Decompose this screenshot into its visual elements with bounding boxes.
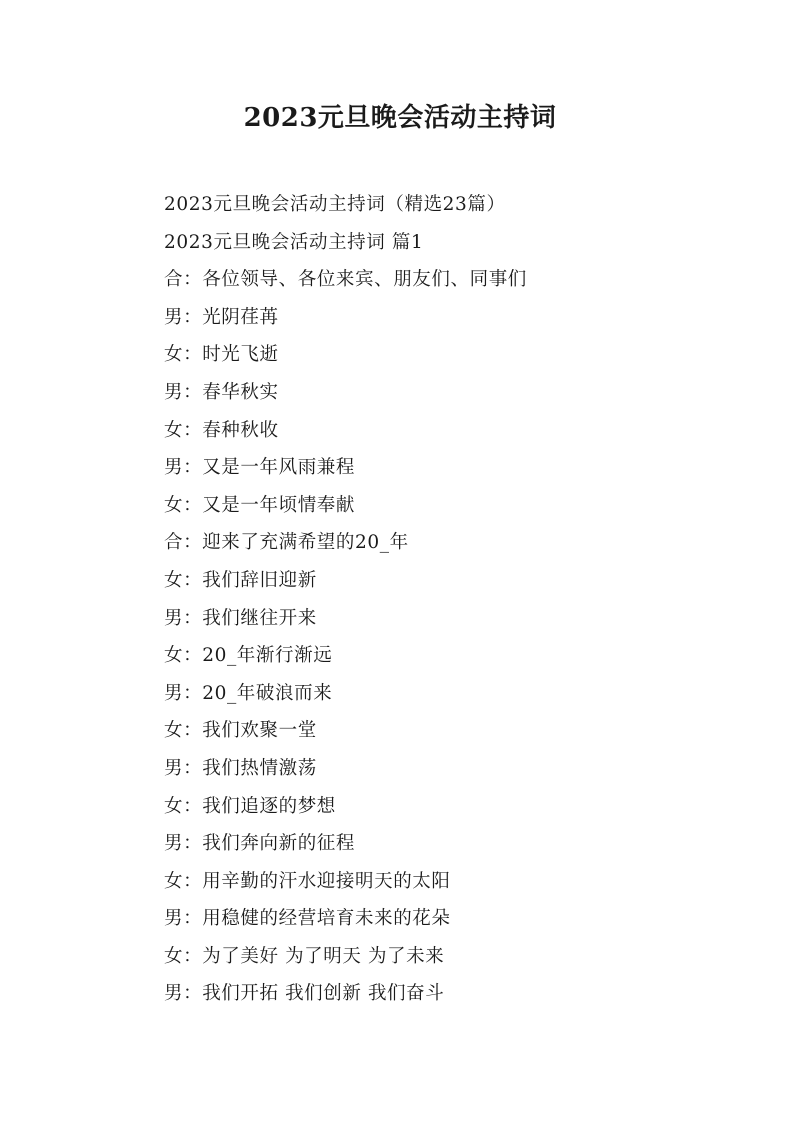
script-line: 男：春华秋实 (164, 381, 279, 403)
script-line: 女：我们辞旧迎新 (164, 569, 317, 591)
script-line: 女：我们追逐的梦想 (164, 795, 336, 817)
script-lines (164, 186, 684, 1013)
script-line: 男：用稳健的经营培育未来的花朵 (164, 908, 451, 930)
document-title: 2023元旦晚会活动主持词 (243, 103, 557, 133)
script-line: 女：我们欢聚一堂 (164, 720, 317, 742)
script-line: 合：各位领导、各位来宾、朋友们、同事们 (164, 269, 527, 291)
script-line: 女：又是一年顷情奉献 (164, 494, 356, 516)
script-line: 男：我们奔向新的征程 (164, 833, 356, 855)
script-line: 女：时光飞逝 (164, 344, 279, 366)
script-line: 男：我们开拓 我们创新 我们奋斗 (164, 983, 445, 1005)
script-line: 合：迎来了充满希望的20_年 (164, 532, 409, 554)
subtitle-line: 2023元旦晚会活动主持词（精选23篇） (164, 194, 506, 215)
script-line: 男：又是一年风雨兼程 (164, 457, 356, 479)
script-line: 男：光阴荏苒 (164, 306, 279, 328)
script-line: 男：我们热情激荡 (164, 757, 317, 779)
script-line: 男：20_年破浪而来 (164, 682, 333, 704)
script-line: 男：我们继往开来 (164, 607, 317, 629)
script-line: 女：春种秋收 (164, 419, 279, 441)
script-line: 女：为了美好 为了明天 为了未来 (164, 945, 445, 967)
script-line: 女：用辛勤的汗水迎接明天的太阳 (164, 870, 451, 892)
script-line: 女：20_年渐行渐远 (164, 645, 333, 667)
section-heading: 2023元旦晚会活动主持词 篇1 (164, 231, 424, 253)
